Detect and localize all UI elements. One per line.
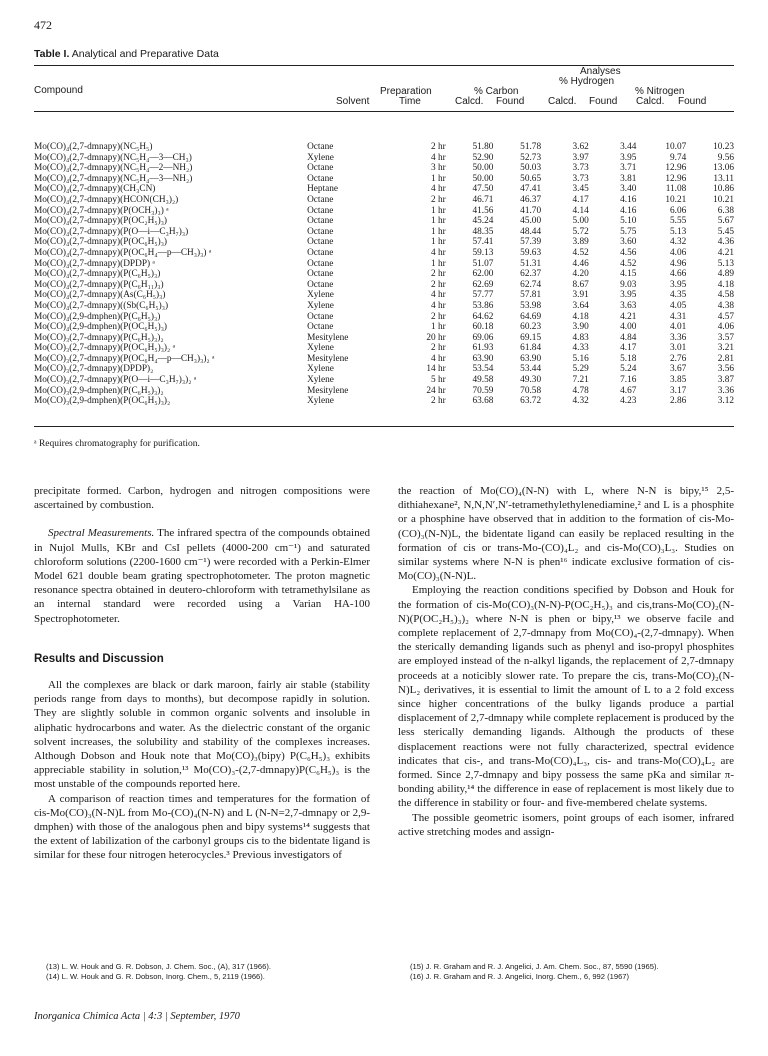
carbon-found-cell: 41.70 xyxy=(520,205,542,216)
table-row xyxy=(34,195,734,206)
table-row xyxy=(34,153,734,164)
carbon-found-cell: 50.65 xyxy=(520,173,542,184)
nitrogen-calcd-cell: 10.07 xyxy=(665,142,687,152)
carbon-calcd-cell: 63.68 xyxy=(472,396,494,407)
time-cell: 24 hr xyxy=(426,385,446,396)
table-row xyxy=(34,174,734,185)
carbon-calcd-cell: 46.71 xyxy=(472,194,494,205)
table-row xyxy=(34,343,734,354)
hydrogen-found-cell: 4.00 xyxy=(620,322,637,333)
hydrogen-found-cell: 3.95 xyxy=(620,290,637,301)
nitrogen-found-cell: 3.12 xyxy=(717,396,734,407)
hydrogen-found-cell: 4.67 xyxy=(620,385,637,396)
nitrogen-found-cell: 3.87 xyxy=(717,375,734,386)
solvent-cell: Mesitylene xyxy=(307,332,349,343)
nitrogen-found-cell: 4.38 xyxy=(717,300,734,311)
carbon-calcd-cell: 50.00 xyxy=(472,173,494,184)
hydrogen-calcd-cell: 4.20 xyxy=(572,269,589,280)
header-nitrogen: % Nitrogen xyxy=(635,86,685,97)
reference-14: (14) L. W. Houk and G. R. Dobson, Inorg. Chem., 5, 2119 (1966). xyxy=(46,971,265,981)
table-row xyxy=(34,206,734,217)
hydrogen-calcd-cell: 5.29 xyxy=(572,364,589,375)
hydrogen-calcd-cell: 3.45 xyxy=(572,184,589,195)
table-row xyxy=(34,142,734,153)
time-cell: 2 hr xyxy=(431,279,446,290)
hydrogen-found-cell: 3.71 xyxy=(620,163,637,174)
carbon-calcd-cell: 69.06 xyxy=(472,332,494,343)
hydrogen-calcd-cell: 4.83 xyxy=(572,332,589,343)
nitrogen-calcd-cell: 9.74 xyxy=(670,152,687,163)
time-cell: 3 hr xyxy=(431,163,446,174)
table-caption-label: Table I. xyxy=(34,48,70,60)
nitrogen-found-cell: 13.06 xyxy=(713,163,734,174)
nitrogen-calcd-cell: 2.76 xyxy=(670,353,687,364)
carbon-found-cell: 64.69 xyxy=(520,311,542,322)
nitrogen-found-cell: 6.38 xyxy=(717,205,734,216)
nitrogen-calcd-cell: 3.67 xyxy=(670,364,687,375)
carbon-calcd-cell: 51.07 xyxy=(472,258,494,269)
solvent-cell: Xylene xyxy=(307,300,334,311)
carbon-found-cell: 69.15 xyxy=(520,332,542,343)
solvent-cell: Xylene xyxy=(307,152,334,163)
carbon-calcd-cell: 53.86 xyxy=(472,300,494,311)
hydrogen-calcd-cell: 3.73 xyxy=(572,173,589,184)
carbon-found-cell: 59.63 xyxy=(520,247,542,258)
compound-cell: Mo(CO)₄(2,7-dmnapy)(HCON(CH₃)₂) xyxy=(34,194,179,205)
table-row xyxy=(34,227,734,238)
header-hydrogen-calcd: Calcd. xyxy=(548,96,577,107)
carbon-found-cell: 62.74 xyxy=(520,279,542,290)
time-cell: 4 hr xyxy=(431,353,446,364)
time-cell: 5 hr xyxy=(431,375,446,386)
time-cell: 14 hr xyxy=(426,364,446,375)
time-cell: 2 hr xyxy=(431,269,446,280)
time-cell: 4 hr xyxy=(431,184,446,195)
hydrogen-found-cell: 9.03 xyxy=(620,279,637,290)
compound-cell: Mo(CO)₄(2,7-dmnapy)(P(O—i—C₃H₇)₃) xyxy=(34,226,189,237)
solvent-cell: Octane xyxy=(307,205,334,216)
table-footnote: ᵃ Requires chromatography for purification. xyxy=(34,439,200,449)
carbon-calcd-cell: 41.56 xyxy=(472,205,494,216)
carbon-found-cell: 57.81 xyxy=(520,290,542,301)
hydrogen-found-cell: 4.16 xyxy=(620,205,637,216)
hydrogen-found-cell: 4.15 xyxy=(620,269,637,280)
carbon-found-cell: 70.58 xyxy=(520,385,542,396)
solvent-cell: Xylene xyxy=(307,396,334,407)
nitrogen-found-cell: 5.13 xyxy=(717,258,734,269)
hydrogen-found-cell: 4.23 xyxy=(620,396,637,407)
carbon-calcd-cell: 57.77 xyxy=(472,290,494,301)
left-paragraph-3: All the complexes are black or dark maroon, fairly air stable (stability periods range from days to months), but decompose rapidly in solution. They are slightly soluble in common organic solvents and insoluble in aliphatic hydrocarbons and water. As the dielectric constant of the organic solvent increases, the solubility and stability of the complexes increases. Although Dobson and Houk note that Mo(CO)₃(bipy) P(C₆H₅)₃ exhibits appreciable stability in solution,¹³ Mo(CO)₃-(2,7-dmnapy)P(C₆H₅)₃ is the most unstable of the compounds reported here. xyxy=(34,679,370,791)
time-cell: 4 hr xyxy=(431,290,446,301)
solvent-cell: Octane xyxy=(307,194,334,205)
solvent-cell: Octane xyxy=(307,269,334,280)
hydrogen-found-cell: 7.16 xyxy=(620,375,637,386)
nitrogen-found-cell: 4.36 xyxy=(717,237,734,248)
hydrogen-calcd-cell: 3.97 xyxy=(572,152,589,163)
header-compound: Compound xyxy=(34,85,83,96)
hydrogen-calcd-cell: 5.00 xyxy=(572,216,589,227)
header-nitrogen-calcd: Calcd. xyxy=(636,96,665,107)
hydrogen-calcd-cell: 3.64 xyxy=(572,300,589,311)
nitrogen-calcd-cell: 4.32 xyxy=(670,237,687,248)
carbon-calcd-cell: 61.93 xyxy=(472,343,494,354)
nitrogen-found-cell: 13.11 xyxy=(713,173,734,184)
time-cell: 1 hr xyxy=(431,205,446,216)
hydrogen-calcd-cell: 4.17 xyxy=(572,194,589,205)
page-number: 472 xyxy=(34,18,52,32)
header-nitrogen-found: Found xyxy=(678,96,707,107)
table-row xyxy=(34,237,734,248)
carbon-calcd-cell: 70.59 xyxy=(472,385,494,396)
hydrogen-found-cell: 4.84 xyxy=(620,332,637,343)
solvent-cell: Octane xyxy=(307,142,334,152)
time-cell: 2 hr xyxy=(431,343,446,354)
solvent-cell: Xylene xyxy=(307,364,334,375)
nitrogen-calcd-cell: 4.35 xyxy=(670,290,687,301)
table-row xyxy=(34,259,734,270)
hydrogen-calcd-cell: 3.90 xyxy=(572,322,589,333)
carbon-found-cell: 46.37 xyxy=(520,194,542,205)
carbon-calcd-cell: 60.18 xyxy=(472,322,494,333)
hydrogen-calcd-cell: 8.67 xyxy=(572,279,589,290)
compound-cell: Mo(CO)₄(2,7-dmnapy)(NC₅H₄—3—CH₃) xyxy=(34,152,192,163)
time-cell: 1 hr xyxy=(431,173,446,184)
hydrogen-found-cell: 4.52 xyxy=(620,258,637,269)
hydrogen-found-cell: 3.44 xyxy=(620,142,637,152)
nitrogen-found-cell: 4.57 xyxy=(717,311,734,322)
hydrogen-found-cell: 5.10 xyxy=(620,216,637,227)
carbon-found-cell: 63.72 xyxy=(520,396,542,407)
carbon-calcd-cell: 62.69 xyxy=(472,279,494,290)
carbon-calcd-cell: 64.62 xyxy=(472,311,494,322)
right-paragraph-2: Employing the reaction conditions specified by Dobson and Houk for the formation of cis-Mo(CO)₃(N-N)-P(OC₂H₅)₃ and cis,trans-Mo(CO)₂(N-N)(P(OC₂H₅)₃)₂ where N-N is phen or bipy,¹³ we observe facile and complete replacement of 2,7-dmnapy from Mo(CO)₄-(2,7-dmnapy). When the sterically demanding ligands such as phenyl and iso-propyl phosphites are employed instead of the n-alkyl ligands, the replacement of 2,7-dmnapy proceeds at a noticibly slower rate. To prepare the cis, trans-Mo(CO)₂(N-N)L₂ derivatives, it is essential to limit the amount of L to a 2 fold excess since higher concentrations of the bulky ligands produce a partial displacement of 2,7-dmnapy while complete replacement is produced by the less sterically demanding ligands. Although the products of these displacement reactions were not fully characterized, spectral evidence indicates that cis-, and trans-Mo(CO)₄L₃, cis- and trans-Mo(CO)₄L₂ are formed. Since 2,7-dmnapy and bipy possess the same pKa and similar π-bonding ability,¹⁴ the difference in ease of replacement is most likely due to the difference in stability or four- and five-membered chelate systems. xyxy=(398,584,734,810)
right-column xyxy=(398,484,734,839)
header-carbon-found: Found xyxy=(496,96,525,107)
carbon-calcd-cell: 59.13 xyxy=(472,247,494,258)
header-time: Time xyxy=(399,96,421,107)
analytical-data-table xyxy=(34,142,734,407)
header-preparation: Preparation xyxy=(380,86,432,97)
time-cell: 20 hr xyxy=(426,332,446,343)
compound-cell: Mo(CO)₃(2,9-dmphen)(P(OC₆H₅)₃)₂ xyxy=(34,396,171,407)
carbon-found-cell: 52.73 xyxy=(520,152,542,163)
carbon-calcd-cell: 62.00 xyxy=(472,269,494,280)
carbon-calcd-cell: 63.90 xyxy=(472,353,494,364)
compound-cell: Mo(CO)₄(2,7-dmnapy)(NC₅H₄—3—NH₂) xyxy=(34,173,193,184)
hydrogen-found-cell: 5.18 xyxy=(620,353,637,364)
solvent-cell: Octane xyxy=(307,173,334,184)
nitrogen-found-cell: 5.67 xyxy=(717,216,734,227)
hydrogen-calcd-cell: 4.52 xyxy=(572,247,589,258)
nitrogen-found-cell: 3.36 xyxy=(717,385,734,396)
solvent-cell: Octane xyxy=(307,311,334,322)
hydrogen-found-cell: 5.75 xyxy=(620,226,637,237)
solvent-cell: Octane xyxy=(307,216,334,227)
hydrogen-found-cell: 3.63 xyxy=(620,300,637,311)
hydrogen-calcd-cell: 3.73 xyxy=(572,163,589,174)
carbon-found-cell: 50.03 xyxy=(520,163,542,174)
compound-cell: Mo(CO)₄(2,7-dmnapy)(P(OC₆H₄—p—CH₃)₃) ᵃ xyxy=(34,247,212,258)
left-paragraph-4: A comparison of reaction times and temperatures for the formation of cis-Mo(CO)₃(N-N)L from Mo-(CO)₄(N-N) and L (N-N=2,7-dmnapy or 2,9-dmphen) with those of the analogous phen and bipy systems¹⁴ suggests that the extent of labilization of the carbonyl groups cis to the bidentate ligand is similar for these four nitrogen heterocycles.³ Previous investigators of xyxy=(34,792,370,862)
time-cell: 2 hr xyxy=(431,194,446,205)
solvent-cell: Octane xyxy=(307,279,334,290)
compound-cell: Mo(CO)₄(2,7-dmnapy)(CH₃CN) xyxy=(34,184,156,195)
compound-cell: Mo(CO)₄(2,7-dmnapy)(P(OCH₃)₃) ᵃ xyxy=(34,205,169,216)
table-top-rule xyxy=(34,65,734,66)
carbon-calcd-cell: 48.35 xyxy=(472,226,494,237)
compound-cell: Mo(CO)₃(2,7-dmnapy)(P(OC₆H₅)₃)₂ ᵃ xyxy=(34,343,176,354)
carbon-found-cell: 51.31 xyxy=(520,258,542,269)
carbon-found-cell: 49.30 xyxy=(520,375,542,386)
nitrogen-calcd-cell: 4.06 xyxy=(670,247,687,258)
left-references xyxy=(46,962,366,981)
table-row xyxy=(34,322,734,333)
hydrogen-found-cell: 4.16 xyxy=(620,194,637,205)
hydrogen-found-cell: 5.24 xyxy=(620,364,637,375)
carbon-found-cell: 63.90 xyxy=(520,353,542,364)
carbon-found-cell: 57.39 xyxy=(520,237,542,248)
nitrogen-found-cell: 2.81 xyxy=(717,353,734,364)
nitrogen-calcd-cell: 3.17 xyxy=(670,385,687,396)
time-cell: 1 hr xyxy=(431,258,446,269)
header-carbon-calcd: Calcd. xyxy=(455,96,484,107)
compound-cell: Mo(CO)₄(2,7-dmnapy)((Sb(C₆H₅)₃) xyxy=(34,300,169,311)
header-hydrogen: % Hydrogen xyxy=(559,76,615,87)
table-row xyxy=(34,290,734,301)
nitrogen-found-cell: 3.56 xyxy=(717,364,734,375)
results-heading: Results and Discussion xyxy=(34,652,164,665)
compound-cell: Mo(CO)₃(2,7-dmnapy)(P(O—i—C₃H₇)₃)₂ ᵃ xyxy=(34,375,197,386)
time-cell: 2 hr xyxy=(431,142,446,152)
hydrogen-calcd-cell: 4.32 xyxy=(572,396,589,407)
solvent-cell: Xylene xyxy=(307,290,334,301)
nitrogen-calcd-cell: 3.85 xyxy=(670,375,687,386)
nitrogen-calcd-cell: 2.86 xyxy=(670,396,687,407)
hydrogen-found-cell: 4.17 xyxy=(620,343,637,354)
hydrogen-calcd-cell: 4.78 xyxy=(572,385,589,396)
carbon-found-cell: 48.44 xyxy=(520,226,542,237)
nitrogen-found-cell: 10.23 xyxy=(713,142,734,152)
time-cell: 1 hr xyxy=(431,216,446,227)
time-cell: 1 hr xyxy=(431,237,446,248)
carbon-calcd-cell: 51.80 xyxy=(472,142,494,152)
solvent-cell: Octane xyxy=(307,237,334,248)
right-paragraph-3: The possible geometric isomers, point groups of each isomer, infrared active stretching modes and assign- xyxy=(398,811,734,838)
carbon-calcd-cell: 50.00 xyxy=(472,163,494,174)
solvent-cell: Mesitylene xyxy=(307,385,349,396)
table-row xyxy=(34,269,734,280)
hydrogen-calcd-cell: 5.16 xyxy=(572,353,589,364)
carbon-calcd-cell: 52.90 xyxy=(472,152,494,163)
compound-cell: Mo(CO)₃(2,7-dmnapy)(P(OC₆H₄—p—CH₃)₃)₂ ᵃ xyxy=(34,353,215,364)
carbon-calcd-cell: 47.50 xyxy=(472,184,494,195)
solvent-cell: Xylene xyxy=(307,375,334,386)
compound-cell: Mo(CO)₄(2,7-dmnapy)(P(OC₆H₅)₃) xyxy=(34,237,168,248)
hydrogen-calcd-cell: 5.72 xyxy=(572,226,589,237)
hydrogen-found-cell: 3.81 xyxy=(620,173,637,184)
reference-15: (15) J. R. Graham and R. J. Angelici, J. Am. Chem. Soc., 87, 5590 (1965). xyxy=(410,962,659,971)
compound-cell: Mo(CO)₄(2,7-dmnapy)(NC₅H₄—2—NH₂) xyxy=(34,163,193,174)
hydrogen-calcd-cell: 7.21 xyxy=(572,375,589,386)
time-cell: 1 hr xyxy=(431,322,446,333)
carbon-found-cell: 53.98 xyxy=(520,300,542,311)
compound-cell: Mo(CO)₄(2,7-dmnapy)(DPDP) ᵃ xyxy=(34,258,155,269)
table-row xyxy=(34,364,734,375)
table-row xyxy=(34,280,734,291)
header-carbon: % Carbon xyxy=(474,86,519,97)
carbon-found-cell: 47.41 xyxy=(520,184,542,195)
table-caption-text: Analytical and Preparative Data xyxy=(71,48,219,60)
nitrogen-calcd-cell: 12.96 xyxy=(665,163,687,174)
carbon-calcd-cell: 49.58 xyxy=(472,375,494,386)
header-solvent: Solvent xyxy=(336,96,370,107)
nitrogen-calcd-cell: 11.08 xyxy=(665,184,687,195)
hydrogen-found-cell: 3.95 xyxy=(620,152,637,163)
hydrogen-calcd-cell: 4.33 xyxy=(572,343,589,354)
nitrogen-found-cell: 4.58 xyxy=(717,290,734,301)
nitrogen-calcd-cell: 3.01 xyxy=(670,343,687,354)
solvent-cell: Heptane xyxy=(307,184,339,195)
compound-cell: Mo(CO)₃(2,9-dmphen)(P(C₆H₅)₃)₂ xyxy=(34,385,164,396)
table-row xyxy=(34,248,734,259)
nitrogen-found-cell: 5.45 xyxy=(717,226,734,237)
carbon-found-cell: 51.78 xyxy=(520,142,542,152)
solvent-cell: Xylene xyxy=(307,343,334,354)
table-row xyxy=(34,396,734,407)
table-row xyxy=(34,333,734,344)
table-row xyxy=(34,301,734,312)
header-analyses: Analyses xyxy=(580,66,621,77)
nitrogen-found-cell: 4.21 xyxy=(717,247,734,258)
spectral-measurements-text: The infrared spectra of the compounds obtained in Nujol Mulls, KBr and CsI pellets (4000-200 cm⁻¹) and saturated chloroform solutions (2200-1600 cm⁻¹) were recorded with a Perkin-Elmer Model 621 double beam grating spectrophotometer. The proton magnetic resonance spectra obtained in deutero-chloroform with tetramethylsilane as an internal standard were recorded using a Varian HA-100 Spectrophotometer. xyxy=(34,527,370,625)
left-column xyxy=(34,484,370,863)
compound-cell: Mo(CO)₄(2,7-dmnapy)(As(C₆H₅)₃) xyxy=(34,290,166,301)
nitrogen-calcd-cell: 4.05 xyxy=(670,300,687,311)
table-row xyxy=(34,312,734,323)
time-cell: 2 hr xyxy=(431,396,446,407)
time-cell: 1 hr xyxy=(431,226,446,237)
nitrogen-calcd-cell: 4.66 xyxy=(670,269,687,280)
hydrogen-calcd-cell: 4.46 xyxy=(572,258,589,269)
solvent-cell: Mesitylene xyxy=(307,353,349,364)
table-bottom-rule xyxy=(34,426,734,427)
hydrogen-found-cell: 4.56 xyxy=(620,247,637,258)
nitrogen-calcd-cell: 10.21 xyxy=(665,194,687,205)
nitrogen-calcd-cell: 5.55 xyxy=(670,216,687,227)
nitrogen-found-cell: 3.57 xyxy=(717,332,734,343)
nitrogen-calcd-cell: 12.96 xyxy=(665,173,687,184)
hydrogen-calcd-cell: 4.18 xyxy=(572,311,589,322)
time-cell: 4 hr xyxy=(431,152,446,163)
compound-cell: Mo(CO)₄(2,9-dmphen)(P(OC₆H₅)₃) xyxy=(34,322,168,333)
carbon-found-cell: 45.00 xyxy=(520,216,542,227)
hydrogen-calcd-cell: 4.14 xyxy=(572,205,589,216)
hydrogen-calcd-cell: 3.62 xyxy=(572,142,589,152)
carbon-found-cell: 61.84 xyxy=(520,343,542,354)
reference-13: (13) L. W. Houk and G. R. Dobson, J. Chem. Soc., (A), 317 (1966). xyxy=(46,962,271,971)
nitrogen-found-cell: 4.06 xyxy=(717,322,734,333)
nitrogen-found-cell: 9.56 xyxy=(717,152,734,163)
hydrogen-found-cell: 3.40 xyxy=(620,184,637,195)
table-caption xyxy=(34,48,219,60)
spectral-measurements-title: Spectral Measurements. xyxy=(48,527,155,540)
nitrogen-calcd-cell: 4.96 xyxy=(670,258,687,269)
table-row xyxy=(34,375,734,386)
table-row xyxy=(34,216,734,227)
solvent-cell: Octane xyxy=(307,247,334,258)
table-row xyxy=(34,386,734,397)
nitrogen-found-cell: 3.21 xyxy=(717,343,734,354)
nitrogen-calcd-cell: 4.31 xyxy=(670,311,687,322)
compound-cell: Mo(CO)₄(2,7-dmnapy)(NC₅H₅) xyxy=(34,142,153,152)
time-cell: 4 hr xyxy=(431,247,446,258)
carbon-found-cell: 53.44 xyxy=(520,364,542,375)
reference-16: (16) J. R. Graham and R. J. Angelici, Inorg. Chem., 6, 992 (1967) xyxy=(410,971,630,981)
carbon-calcd-cell: 57.41 xyxy=(472,237,494,248)
nitrogen-calcd-cell: 5.13 xyxy=(670,226,687,237)
nitrogen-calcd-cell: 6.06 xyxy=(670,205,687,216)
compound-cell: Mo(CO)₄(2,7-dmnapy)(P(C₆H₁₁)₃) xyxy=(34,279,164,290)
journal-footer: Inorganica Chimica Acta | 4:3 | September, 1970 xyxy=(34,1011,240,1022)
left-paragraph-2 xyxy=(34,526,370,625)
hydrogen-found-cell: 4.21 xyxy=(620,311,637,322)
solvent-cell: Octane xyxy=(307,258,334,269)
header-hydrogen-found: Found xyxy=(589,96,618,107)
nitrogen-found-cell: 10.86 xyxy=(713,184,734,195)
carbon-found-cell: 60.23 xyxy=(520,322,542,333)
nitrogen-found-cell: 10.21 xyxy=(713,194,734,205)
table-row xyxy=(34,184,734,195)
nitrogen-found-cell: 4.18 xyxy=(717,279,734,290)
table-header-rule xyxy=(34,111,734,112)
time-cell: 4 hr xyxy=(431,300,446,311)
left-paragraph-1: precipitate formed. Carbon, hydrogen and nitrogen compositions were ascertained by combustion. xyxy=(34,485,370,512)
solvent-cell: Octane xyxy=(307,322,334,333)
carbon-found-cell: 62.37 xyxy=(520,269,542,280)
compound-cell: Mo(CO)₄(2,9-dmphen)(P(C₆H₅)₃) xyxy=(34,311,161,322)
nitrogen-calcd-cell: 3.36 xyxy=(670,332,687,343)
time-cell: 2 hr xyxy=(431,311,446,322)
compound-cell: Mo(CO)₃(2,7-dmnapy)(P(C₆H₅)₃)₂ xyxy=(34,332,164,343)
compound-cell: Mo(CO)₄(2,7-dmnapy)(P(OC₂H₅)₃) xyxy=(34,216,168,227)
table-row xyxy=(34,354,734,365)
hydrogen-calcd-cell: 3.91 xyxy=(572,290,589,301)
solvent-cell: Octane xyxy=(307,226,334,237)
carbon-calcd-cell: 53.54 xyxy=(472,364,494,375)
nitrogen-calcd-cell: 4.01 xyxy=(670,322,687,333)
nitrogen-found-cell: 4.89 xyxy=(717,269,734,280)
table-row xyxy=(34,163,734,174)
hydrogen-found-cell: 3.60 xyxy=(620,237,637,248)
compound-cell: Mo(CO)₄(2,7-dmnapy)(P(C₆H₅)₃) xyxy=(34,269,161,280)
hydrogen-calcd-cell: 3.89 xyxy=(572,237,589,248)
solvent-cell: Octane xyxy=(307,163,334,174)
right-references xyxy=(410,962,734,981)
right-paragraph-1: the reaction of Mo(CO)₄(N-N) with L, where N-N is bipy,¹⁵ 2,5-dithiahexane², N,N,N′,N′-tetramethylethylenediamine,² and L is a phosphite or a phosphine have observed that in addition to the formation of cis-Mo-(CO)₃(N-N)L, the bidentate ligand can easily be replaced resulting in the formation of cis or trans-Mo-(CO)₄L₂ and cis-Mo(CO)₃L₃. Studies on similar systems where N-N is phen¹⁶ indicate exclusive formation of cis-Mo(CO)₃(N-N)L. xyxy=(398,485,734,583)
compound-cell: Mo(CO)₃(2,7-dmnapy)(DPDP)₂ xyxy=(34,364,154,375)
carbon-calcd-cell: 45.24 xyxy=(472,216,494,227)
nitrogen-calcd-cell: 3.95 xyxy=(670,279,687,290)
